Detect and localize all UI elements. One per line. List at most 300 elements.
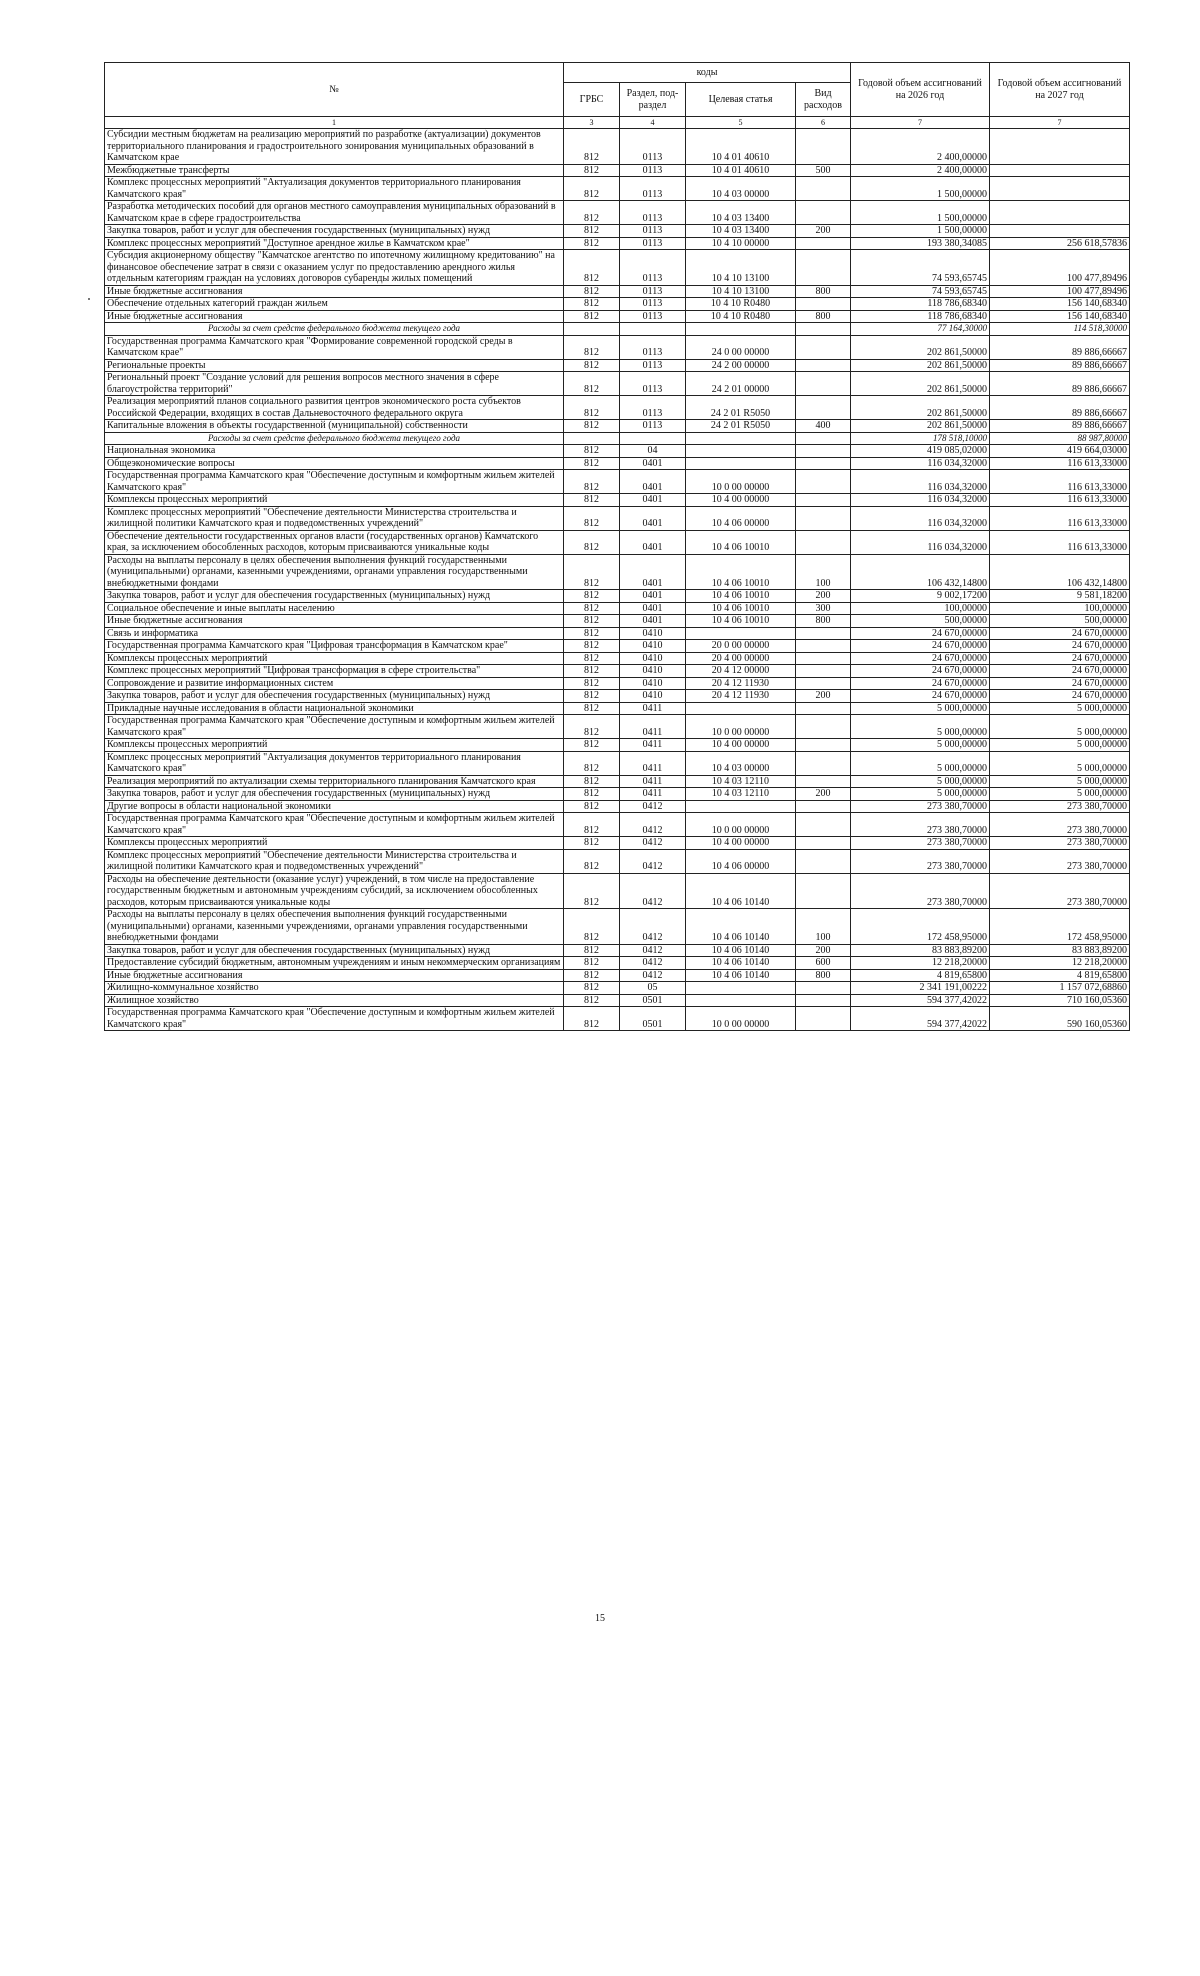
row-target-article	[686, 323, 796, 336]
row-grbs: 812	[564, 494, 620, 507]
table-row	[105, 994, 1130, 1007]
row-section	[620, 323, 686, 336]
row-expense-type	[796, 677, 851, 690]
row-target-article: 20 4 12 11930	[686, 677, 796, 690]
table-row	[105, 739, 1130, 752]
row-description: Прикладные научные исследования в области национальной экономики	[105, 702, 564, 715]
row-expense-type	[796, 177, 851, 201]
row-expense-type: 200	[796, 590, 851, 603]
row-section: 0401	[620, 494, 686, 507]
row-volume-2027: 116 613,33000	[990, 457, 1130, 470]
table-row	[105, 665, 1130, 678]
row-description: Региональный проект "Создание условий для решения вопросов местного значения в сфере благоустройства территорий"	[105, 372, 564, 396]
row-expense-type: 800	[796, 969, 851, 982]
row-expense-type	[796, 530, 851, 554]
row-expense-type	[796, 298, 851, 311]
row-target-article: 10 4 10 R0480	[686, 310, 796, 323]
row-volume-2026: 273 380,70000	[851, 813, 990, 837]
table-row	[105, 982, 1130, 995]
header-codes: коды	[564, 63, 851, 83]
row-grbs: 812	[564, 715, 620, 739]
row-expense-type: 400	[796, 420, 851, 433]
row-section: 0113	[620, 285, 686, 298]
row-description: Государственная программа Камчатского края "Формирование современной городской среды в Камчатском крае"	[105, 335, 564, 359]
row-grbs: 812	[564, 982, 620, 995]
row-grbs: 812	[564, 602, 620, 615]
row-section: 0412	[620, 837, 686, 850]
row-volume-2027	[990, 129, 1130, 165]
row-grbs: 812	[564, 250, 620, 286]
row-volume-2026: 24 670,00000	[851, 627, 990, 640]
row-volume-2027: 116 613,33000	[990, 506, 1130, 530]
row-target-article: 10 0 00 00000	[686, 470, 796, 494]
row-expense-type	[796, 640, 851, 653]
row-volume-2026: 116 034,32000	[851, 494, 990, 507]
table-row	[105, 396, 1130, 420]
row-target-article: 10 4 03 13400	[686, 225, 796, 238]
row-volume-2027: 9 581,18200	[990, 590, 1130, 603]
row-volume-2026: 178 518,10000	[851, 432, 990, 445]
table-row	[105, 602, 1130, 615]
row-expense-type	[796, 775, 851, 788]
row-description: Национальная экономика	[105, 445, 564, 458]
row-section	[620, 432, 686, 445]
row-target-article: 10 4 00 00000	[686, 739, 796, 752]
row-volume-2027: 89 886,66667	[990, 372, 1130, 396]
header-volume-2027: Годовой объем ассигнований на 2027 год	[990, 63, 1130, 117]
row-grbs: 812	[564, 530, 620, 554]
row-section: 0113	[620, 396, 686, 420]
row-target-article: 10 4 06 10140	[686, 969, 796, 982]
row-volume-2027: 24 670,00000	[990, 665, 1130, 678]
row-volume-2027	[990, 177, 1130, 201]
row-description: Разработка методических пособий для органов местного самоуправления муниципальных образований в Камчатском крае в сфере градостроительства	[105, 201, 564, 225]
row-section: 0401	[620, 554, 686, 590]
row-volume-2026: 202 861,50000	[851, 420, 990, 433]
table-row	[105, 372, 1130, 396]
row-target-article: 10 4 06 00000	[686, 849, 796, 873]
row-volume-2027: 4 819,65800	[990, 969, 1130, 982]
row-volume-2027: 83 883,89200	[990, 944, 1130, 957]
table-row	[105, 530, 1130, 554]
row-volume-2027: 273 380,70000	[990, 873, 1130, 909]
row-expense-type	[796, 129, 851, 165]
row-target-article: 10 4 03 13400	[686, 201, 796, 225]
row-volume-2027: 273 380,70000	[990, 800, 1130, 813]
row-expense-type	[796, 494, 851, 507]
row-volume-2026: 2 400,00000	[851, 129, 990, 165]
row-volume-2026: 24 670,00000	[851, 690, 990, 703]
table-row	[105, 250, 1130, 286]
row-description: Комплекс процессных мероприятий "Цифровая трансформация в сфере строительства"	[105, 665, 564, 678]
row-section: 0401	[620, 506, 686, 530]
row-target-article: 20 0 00 00000	[686, 640, 796, 653]
column-number-row	[105, 117, 1130, 129]
row-grbs: 812	[564, 873, 620, 909]
row-volume-2026: 202 861,50000	[851, 396, 990, 420]
table-row	[105, 432, 1130, 445]
row-target-article: 10 0 00 00000	[686, 1007, 796, 1031]
row-description: Комплекс процессных мероприятий "Обеспечение деятельности Министерства строительства и жилищной политики Камчатского края и подведомственных учреждений"	[105, 849, 564, 873]
row-expense-type: 500	[796, 164, 851, 177]
table-header	[105, 63, 1130, 129]
column-number: 6	[796, 117, 851, 129]
row-grbs	[564, 323, 620, 336]
row-description: Государственная программа Камчатского края "Обеспечение доступным и комфортным жильем жителей Камчатского края"	[105, 715, 564, 739]
row-section: 0412	[620, 969, 686, 982]
row-section: 0410	[620, 627, 686, 640]
row-target-article: 10 4 03 00000	[686, 177, 796, 201]
row-volume-2026: 74 593,65745	[851, 285, 990, 298]
row-volume-2026: 273 380,70000	[851, 837, 990, 850]
row-description: Закупка товаров, работ и услуг для обеспечения государственных (муниципальных) нужд	[105, 690, 564, 703]
row-volume-2027: 89 886,66667	[990, 335, 1130, 359]
row-target-article: 10 4 00 00000	[686, 837, 796, 850]
row-expense-type	[796, 506, 851, 530]
row-section: 0411	[620, 715, 686, 739]
row-section: 0113	[620, 372, 686, 396]
row-grbs: 812	[564, 396, 620, 420]
budget-allocation-table	[104, 62, 1130, 1031]
row-volume-2027: 116 613,33000	[990, 470, 1130, 494]
row-volume-2026: 193 380,34085	[851, 237, 990, 250]
row-section: 0412	[620, 800, 686, 813]
row-section: 0401	[620, 590, 686, 603]
table-row	[105, 957, 1130, 970]
row-description: Расходы за счет средств федерального бюджета текущего года	[105, 323, 564, 336]
row-volume-2026: 118 786,68340	[851, 298, 990, 311]
row-volume-2027: 88 987,80000	[990, 432, 1130, 445]
row-volume-2026: 500,00000	[851, 615, 990, 628]
row-description: Государственная программа Камчатского края "Цифровая трансформация в Камчатском крае"	[105, 640, 564, 653]
row-target-article: 24 2 01 R5050	[686, 420, 796, 433]
row-expense-type	[796, 323, 851, 336]
row-target-article: 10 4 01 40610	[686, 129, 796, 165]
row-volume-2026: 202 861,50000	[851, 372, 990, 396]
row-target-article	[686, 432, 796, 445]
row-volume-2027: 106 432,14800	[990, 554, 1130, 590]
row-section: 0113	[620, 310, 686, 323]
row-description: Закупка товаров, работ и услуг для обеспечения государственных (муниципальных) нужд	[105, 225, 564, 238]
row-volume-2027: 5 000,00000	[990, 702, 1130, 715]
table-row	[105, 445, 1130, 458]
row-target-article: 20 4 12 11930	[686, 690, 796, 703]
row-volume-2027: 24 670,00000	[990, 627, 1130, 640]
row-expense-type	[796, 849, 851, 873]
row-target-article: 10 0 00 00000	[686, 813, 796, 837]
row-volume-2027: 419 664,03000	[990, 445, 1130, 458]
row-description: Реализация мероприятий планов социального развития центров экономического роста субъектов Российской Федерации, входящих в состав Дальневосточного федерального округа	[105, 396, 564, 420]
table-row	[105, 164, 1130, 177]
row-section: 0113	[620, 335, 686, 359]
row-target-article	[686, 627, 796, 640]
row-grbs: 812	[564, 652, 620, 665]
row-expense-type	[796, 237, 851, 250]
row-grbs: 812	[564, 506, 620, 530]
row-description: Расходы на выплаты персоналу в целях обеспечения выполнения функций государственными (муниципальными) органами, казенными учреждениями, органами управления государственными внебюджетными фондами	[105, 554, 564, 590]
row-grbs: 812	[564, 420, 620, 433]
row-target-article: 10 4 06 10010	[686, 530, 796, 554]
row-section: 0412	[620, 957, 686, 970]
row-expense-type	[796, 470, 851, 494]
row-volume-2026: 172 458,95000	[851, 909, 990, 945]
row-grbs: 812	[564, 837, 620, 850]
table-row	[105, 627, 1130, 640]
row-volume-2026: 5 000,00000	[851, 702, 990, 715]
row-grbs: 812	[564, 177, 620, 201]
row-section: 0501	[620, 994, 686, 1007]
row-target-article	[686, 800, 796, 813]
row-description: Комплексы процессных мероприятий	[105, 494, 564, 507]
row-description: Государственная программа Камчатского края "Обеспечение доступным и комфортным жильем жителей Камчатского края"	[105, 813, 564, 837]
row-target-article: 20 4 00 00000	[686, 652, 796, 665]
row-grbs: 812	[564, 957, 620, 970]
row-grbs: 812	[564, 164, 620, 177]
row-grbs: 812	[564, 310, 620, 323]
row-description: Региональные проекты	[105, 359, 564, 372]
row-description: Реализация мероприятий по актуализации схемы территориального планирования Камчатского края	[105, 775, 564, 788]
row-description: Межбюджетные трансферты	[105, 164, 564, 177]
row-expense-type	[796, 994, 851, 1007]
row-target-article: 10 4 03 12110	[686, 775, 796, 788]
row-volume-2027: 500,00000	[990, 615, 1130, 628]
row-section: 0412	[620, 909, 686, 945]
row-volume-2026: 116 034,32000	[851, 470, 990, 494]
row-volume-2027: 5 000,00000	[990, 739, 1130, 752]
row-grbs: 812	[564, 944, 620, 957]
row-expense-type	[796, 201, 851, 225]
row-grbs: 812	[564, 554, 620, 590]
row-volume-2027: 100,00000	[990, 602, 1130, 615]
row-expense-type	[796, 702, 851, 715]
row-description: Государственная программа Камчатского края "Обеспечение доступным и комфортным жильем жителей Камчатского края"	[105, 1007, 564, 1031]
row-volume-2026: 1 500,00000	[851, 225, 990, 238]
row-grbs: 812	[564, 909, 620, 945]
table-row	[105, 837, 1130, 850]
row-section: 0410	[620, 652, 686, 665]
row-section: 0401	[620, 530, 686, 554]
row-grbs: 812	[564, 627, 620, 640]
row-section: 0411	[620, 751, 686, 775]
row-grbs: 812	[564, 994, 620, 1007]
table-row	[105, 702, 1130, 715]
row-target-article: 10 4 01 40610	[686, 164, 796, 177]
row-expense-type	[796, 813, 851, 837]
row-grbs: 812	[564, 775, 620, 788]
table-row	[105, 690, 1130, 703]
table-row	[105, 590, 1130, 603]
table-row	[105, 554, 1130, 590]
column-number: 3	[564, 117, 620, 129]
table-row	[105, 1007, 1130, 1031]
column-number: 5	[686, 117, 796, 129]
row-description: Закупка товаров, работ и услуг для обеспечения государственных (муниципальных) нужд	[105, 944, 564, 957]
row-volume-2027: 5 000,00000	[990, 775, 1130, 788]
row-description: Иные бюджетные ассигнования	[105, 310, 564, 323]
table-row	[105, 506, 1130, 530]
row-volume-2026: 5 000,00000	[851, 775, 990, 788]
table-row	[105, 285, 1130, 298]
row-volume-2027: 114 518,30000	[990, 323, 1130, 336]
row-expense-type	[796, 432, 851, 445]
row-volume-2026: 594 377,42022	[851, 994, 990, 1007]
table-row	[105, 201, 1130, 225]
row-volume-2027: 710 160,05360	[990, 994, 1130, 1007]
row-grbs: 812	[564, 335, 620, 359]
table-row	[105, 177, 1130, 201]
row-section: 0410	[620, 665, 686, 678]
row-target-article: 10 4 03 00000	[686, 751, 796, 775]
row-section: 05	[620, 982, 686, 995]
row-volume-2027: 24 670,00000	[990, 677, 1130, 690]
row-volume-2027: 5 000,00000	[990, 715, 1130, 739]
row-grbs: 812	[564, 470, 620, 494]
row-target-article: 10 4 10 13100	[686, 250, 796, 286]
row-section: 0410	[620, 640, 686, 653]
row-description: Обеспечение отдельных категорий граждан жильем	[105, 298, 564, 311]
row-volume-2026: 9 002,17200	[851, 590, 990, 603]
row-description: Связь и информатика	[105, 627, 564, 640]
row-target-article: 10 4 06 10010	[686, 615, 796, 628]
table-row	[105, 944, 1130, 957]
column-number: 4	[620, 117, 686, 129]
page-number: 15	[595, 1613, 605, 1624]
row-target-article: 24 2 01 00000	[686, 372, 796, 396]
table-row	[105, 969, 1130, 982]
row-target-article: 10 4 06 10010	[686, 602, 796, 615]
table-row	[105, 652, 1130, 665]
row-volume-2027: 273 380,70000	[990, 813, 1130, 837]
row-volume-2026: 594 377,42022	[851, 1007, 990, 1031]
row-description: Комплекс процессных мероприятий "Обеспечение деятельности Министерства строительства и жилищной политики Камчатского края и подведомственных учреждений"	[105, 506, 564, 530]
row-description: Предоставление субсидий бюджетным, автономным учреждениям и иным некоммерческим организациям	[105, 957, 564, 970]
row-description: Расходы на выплаты персоналу в целях обеспечения выполнения функций государственными (муниципальными) органами, казенными учреждениями, органами управления государственными внебюджетными фондами	[105, 909, 564, 945]
row-section: 0412	[620, 813, 686, 837]
row-description: Комплексы процессных мероприятий	[105, 837, 564, 850]
row-expense-type	[796, 873, 851, 909]
row-section: 0411	[620, 739, 686, 752]
row-volume-2026: 106 432,14800	[851, 554, 990, 590]
row-expense-type	[796, 715, 851, 739]
row-section: 0113	[620, 237, 686, 250]
row-section: 0113	[620, 164, 686, 177]
row-expense-type	[796, 837, 851, 850]
row-target-article	[686, 994, 796, 1007]
row-grbs: 812	[564, 751, 620, 775]
row-volume-2026: 24 670,00000	[851, 665, 990, 678]
row-volume-2026: 77 164,30000	[851, 323, 990, 336]
row-volume-2026: 116 034,32000	[851, 457, 990, 470]
row-volume-2026: 116 034,32000	[851, 506, 990, 530]
row-volume-2026: 2 400,00000	[851, 164, 990, 177]
row-section: 0401	[620, 602, 686, 615]
table-row	[105, 335, 1130, 359]
row-grbs: 812	[564, 1007, 620, 1031]
row-expense-type: 300	[796, 602, 851, 615]
row-target-article: 20 4 12 00000	[686, 665, 796, 678]
row-section: 0401	[620, 470, 686, 494]
row-section: 0113	[620, 201, 686, 225]
row-expense-type	[796, 627, 851, 640]
row-expense-type: 200	[796, 788, 851, 801]
row-section: 0411	[620, 775, 686, 788]
header-number: №	[105, 63, 564, 117]
row-volume-2027: 116 613,33000	[990, 494, 1130, 507]
row-description: Общеэкономические вопросы	[105, 457, 564, 470]
row-volume-2026: 4 819,65800	[851, 969, 990, 982]
row-expense-type	[796, 800, 851, 813]
table-row	[105, 494, 1130, 507]
row-target-article: 10 4 06 10010	[686, 590, 796, 603]
row-volume-2026: 5 000,00000	[851, 739, 990, 752]
row-expense-type: 100	[796, 554, 851, 590]
row-target-article: 10 4 10 13100	[686, 285, 796, 298]
row-description: Комплексы процессных мероприятий	[105, 739, 564, 752]
row-target-article	[686, 445, 796, 458]
row-target-article: 10 0 00 00000	[686, 715, 796, 739]
row-volume-2026: 5 000,00000	[851, 715, 990, 739]
row-volume-2026: 273 380,70000	[851, 849, 990, 873]
table-row	[105, 849, 1130, 873]
table-row	[105, 237, 1130, 250]
row-target-article: 10 4 03 12110	[686, 788, 796, 801]
row-grbs: 812	[564, 225, 620, 238]
row-grbs: 812	[564, 788, 620, 801]
row-target-article	[686, 982, 796, 995]
row-volume-2027: 5 000,00000	[990, 788, 1130, 801]
row-expense-type: 100	[796, 909, 851, 945]
row-expense-type	[796, 335, 851, 359]
row-volume-2026: 116 034,32000	[851, 530, 990, 554]
row-grbs: 812	[564, 665, 620, 678]
row-description: Другие вопросы в области национальной экономики	[105, 800, 564, 813]
row-section: 0401	[620, 615, 686, 628]
row-description: Иные бюджетные ассигнования	[105, 615, 564, 628]
table-row	[105, 775, 1130, 788]
row-expense-type	[796, 1007, 851, 1031]
row-description: Расходы на обеспечение деятельности (оказание услуг) учреждений, в том числе на предоставление государственным бюджетным и автономным учреждениям субсидий, за исключением обособленных расходов, которым присваиваются уникальные коды	[105, 873, 564, 909]
row-volume-2027: 12 218,20000	[990, 957, 1130, 970]
row-description: Комплекс процессных мероприятий "Актуализация документов территориального планирования Камчатского края"	[105, 177, 564, 201]
row-target-article: 10 4 06 10140	[686, 944, 796, 957]
table-row	[105, 813, 1130, 837]
table-row	[105, 359, 1130, 372]
row-volume-2026: 74 593,65745	[851, 250, 990, 286]
row-volume-2027: 172 458,95000	[990, 909, 1130, 945]
row-expense-type: 200	[796, 690, 851, 703]
row-grbs: 812	[564, 690, 620, 703]
row-grbs: 812	[564, 445, 620, 458]
row-section: 0412	[620, 873, 686, 909]
row-grbs: 812	[564, 739, 620, 752]
row-section: 0113	[620, 129, 686, 165]
row-grbs: 812	[564, 677, 620, 690]
row-grbs: 812	[564, 702, 620, 715]
row-expense-type: 800	[796, 310, 851, 323]
row-volume-2027: 89 886,66667	[990, 396, 1130, 420]
table-row	[105, 640, 1130, 653]
table-row	[105, 715, 1130, 739]
row-volume-2026: 1 500,00000	[851, 201, 990, 225]
row-description: Комплекс процессных мероприятий "Актуализация документов территориального планирования Камчатского края"	[105, 751, 564, 775]
row-description: Жилищно-коммунальное хозяйство	[105, 982, 564, 995]
row-description: Иные бюджетные ассигнования	[105, 285, 564, 298]
row-volume-2027: 5 000,00000	[990, 751, 1130, 775]
header-target-article: Целевая статья	[686, 83, 796, 117]
row-volume-2026: 1 500,00000	[851, 177, 990, 201]
row-description: Закупка товаров, работ и услуг для обеспечения государственных (муниципальных) нужд	[105, 788, 564, 801]
row-grbs: 812	[564, 359, 620, 372]
